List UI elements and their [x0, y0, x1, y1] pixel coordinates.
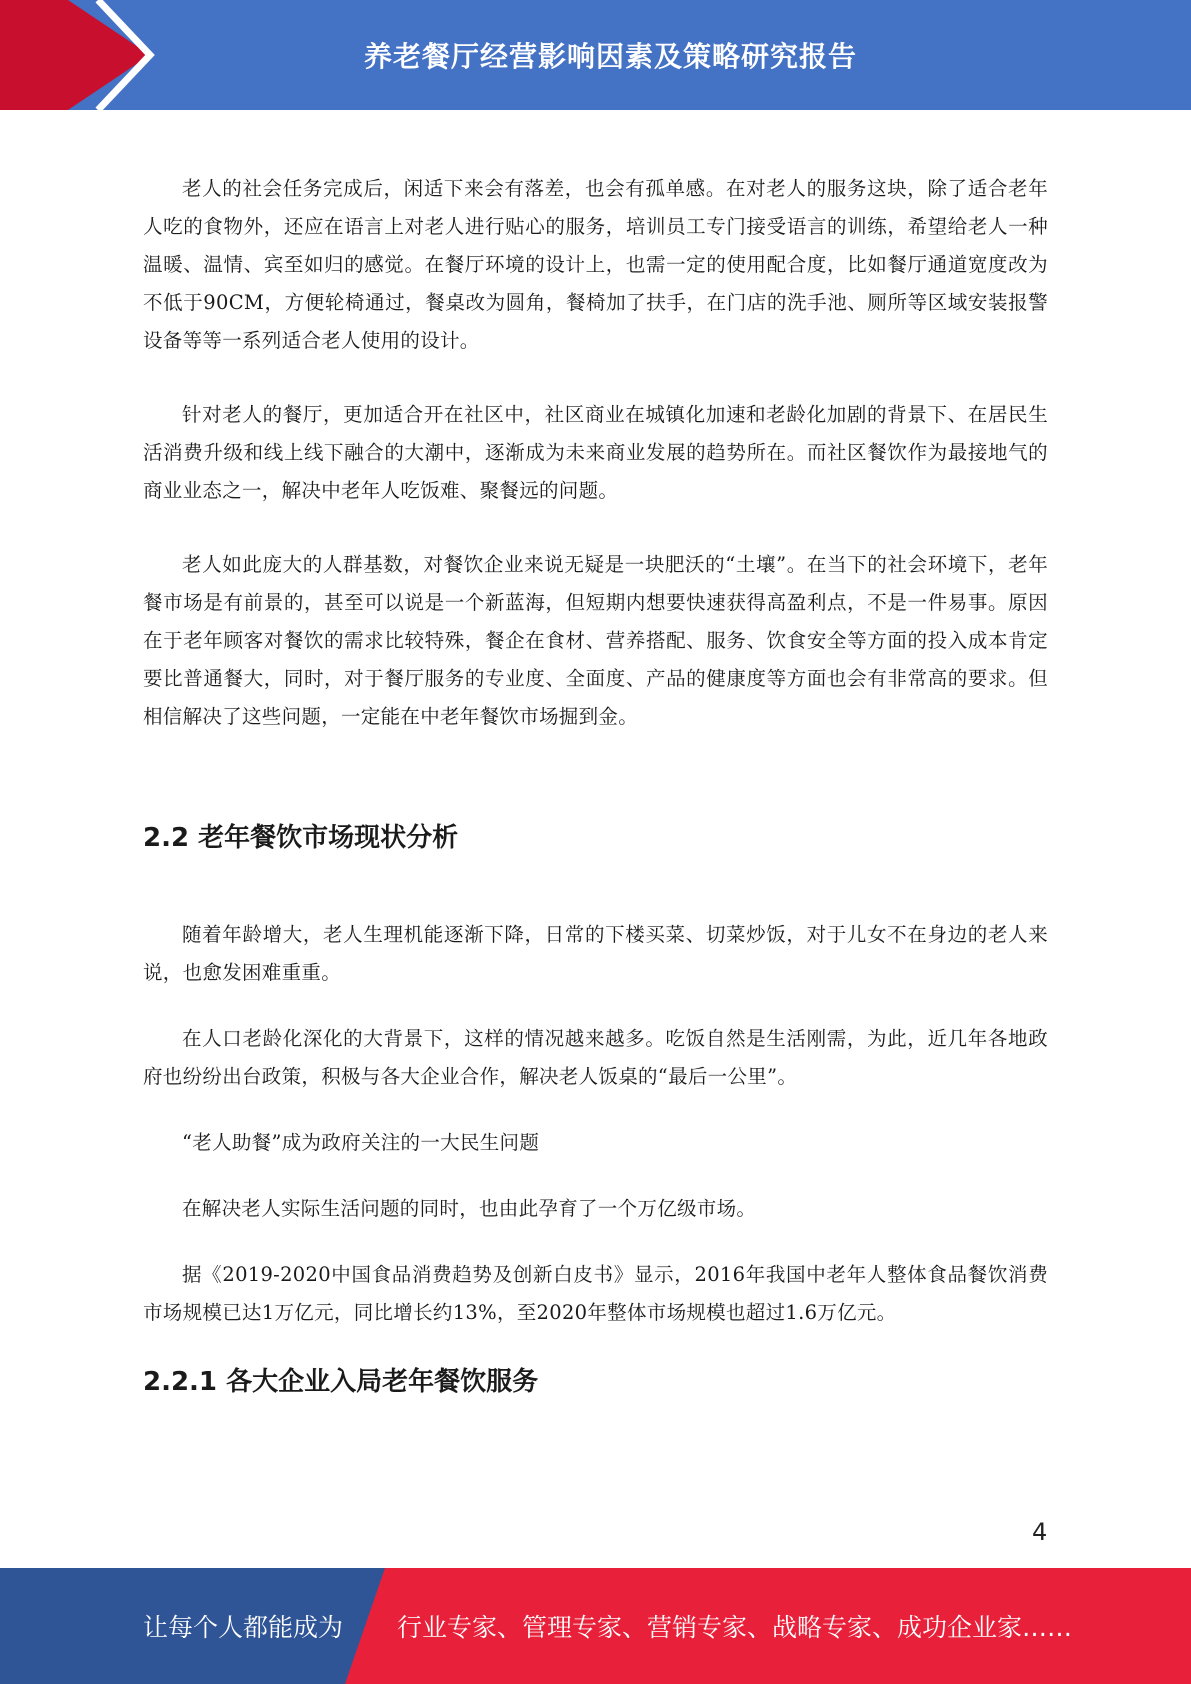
section-heading: 2.2 老年餐饮市场现状分析	[143, 823, 459, 853]
paragraph: “老人助餐”成为政府关注的一大民生问题	[182, 1131, 540, 1154]
paragraph: 针对老人的餐厅，更加适合开在社区中，社区商业在城镇化加速和老龄化加剧的背景下、在居民生活消费升级和线上线下融合的大潮中，逐渐成为未来商业发展的趋势所在。而社区餐饮作为最接地气的商业业态之一，解决中老年人吃饭难、聚餐远的问题。	[143, 403, 1048, 502]
header-title: 养老餐厅经营影响因素及策略研究报告	[363, 40, 857, 73]
footer-slogan-right: 行业专家、管理专家、营销专家、战略专家、成功企业家……	[397, 1613, 1073, 1642]
page-footer	[0, 1568, 1191, 1684]
paragraph: 随着年龄增大，老人生理机能逐渐下降，日常的下楼买菜、切菜炒饭，对于儿女不在身边的老人来说，也愈发困难重重。	[143, 923, 1048, 984]
paragraph: 老人的社会任务完成后，闲适下来会有落差，也会有孤单感。在对老人的服务这块，除了适合老年人吃的食物外，还应在语言上对老人进行贴心的服务，培训员工专门接受语言的训练，希望给老人一种温暖、温情、宾至如归的感觉。在餐厅环境的设计上，也需一定的使用配合度，比如餐厅通道宽度改为不低于90CM，方便轮椅通过，餐桌改为圆角，餐椅加了扶手，在门店的洗手池、厕所等区域安装报警设备等等一系列适合老人使用的设计。	[143, 177, 1048, 352]
footer-slogan-left: 让每个人都能成为	[143, 1613, 344, 1642]
document-body	[143, 170, 1048, 1402]
paragraph: 在人口老龄化深化的大背景下，这样的情况越来越多。吃饭自然是生活刚需，为此，近几年各地政府也纷纷出台政策，积极与各大企业合作，解决老人饭桌的“最后一公里”。	[143, 1027, 1048, 1088]
page-header	[0, 0, 1191, 110]
paragraph: 在解决老人实际生活问题的同时，也由此孕育了一个万亿级市场。	[182, 1197, 757, 1220]
page-number: 4	[1032, 1518, 1048, 1546]
paragraph: 据《2019-2020中国食品消费趋势及创新白皮书》显示，2016年我国中老年人整体食品餐饮消费市场规模已达1万亿元，同比增长约13%，至2020年整体市场规模也超过1.6万亿元。	[143, 1263, 1048, 1324]
paragraph: 老人如此庞大的人群基数，对餐饮企业来说无疑是一块肥沃的“土壤”。在当下的社会环境下，老年餐市场是有前景的，甚至可以说是一个新蓝海，但短期内想要快速获得高盈利点，不是一件易事。原因在于老年顾客对餐饮的需求比较特殊，餐企在食材、营养搭配、服务、饮食安全等方面的投入成本肯定要比普通餐大，同时，对于餐厅服务的专业度、全面度、产品的健康度等方面也会有非常高的要求。但相信解决了这些问题，一定能在中老年餐饮市场掘到金。	[143, 553, 1048, 728]
subsection-heading: 2.2.1 各大企业入局老年餐饮服务	[143, 1367, 539, 1397]
